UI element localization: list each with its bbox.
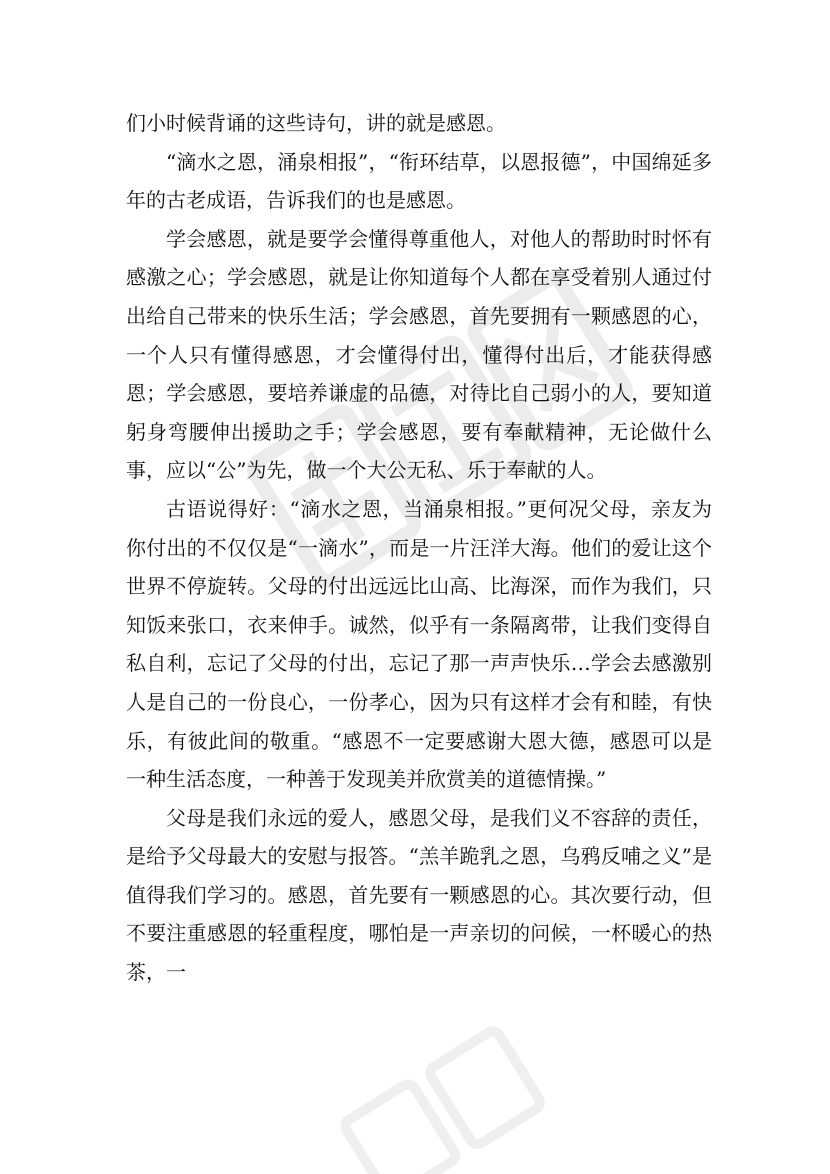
paragraph: 古语说得好：“滴水之恩，当涌泉相报。”更何况父母，亲友为你付出的不仅仅是“一滴水”，而是一片汪洋大海。他们的爱让这个世界不停旋转。父母的付出远远比山高、比海深，而作为我们，只知饭来张口，衣来伸手。诚然，似乎有一条隔离带，让我们变得自私自利，忘记了父母的付出，忘记了那一声声快乐…学会去感激别人是自己的一份良心，一份孝心，因为只有这样才会有和睦，有快乐，有彼此间的敬重。“感恩不一定要感谢大恩大德，感恩可以是一种生活态度，一种善于发现美并欣赏美的道德情操。” (126, 496, 712, 792)
document-body (126, 104, 712, 992)
paragraph: “滴水之恩，涌泉相报”，“衔环结草，以恩报德”，中国绵延多年的古老成语，告诉我们的也是感恩。 (126, 149, 712, 213)
paragraph: 们小时候背诵的这些诗句，讲的就是感恩。 (126, 111, 506, 135)
paragraph: 学会感恩，就是要学会懂得尊重他人，对他人的帮助时时怀有感激之心；学会感恩，就是让你知道每个人都在享受着别人通过付出给自己带来的快乐生活；学会感恩，首先要拥有一颗感恩的心，一个人只有懂得感恩，才会懂得付出，懂得付出后，才能获得感恩；学会感恩，要培养谦虚的品德，对待比自己弱小的人，要知道躬身弯腰伸出援助之手；学会感恩，要有奉献精神，无论做什么事，应以“公”为先，做一个大公无私、乐于奉献的人。 (126, 226, 712, 483)
watermark-logo-bottom (323, 1006, 556, 1174)
paragraph: 父母是我们永远的爱人，感恩父母，是我们义不容辞的责任，是给予父母最大的安慰与报答。“羔羊跪乳之恩，乌鸦反哺之义”是值得我们学习的。感恩，首先要有一颗感恩的心。其次要行动，但不要注重感恩的轻重程度，哪怕是一声亲切的问候，一杯暖心的热茶，一 (126, 805, 712, 985)
